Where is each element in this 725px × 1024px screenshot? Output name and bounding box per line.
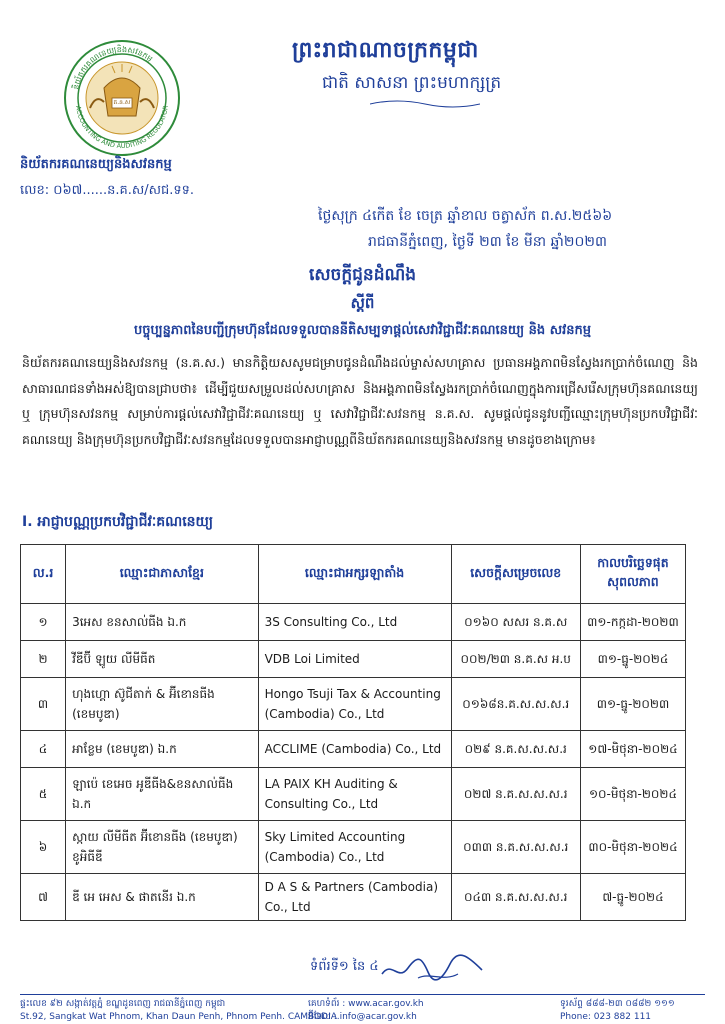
solar-date: រាជធានីភ្នំពេញ, ថ្ងៃទី ២៣ ខែ មីនា ឆ្នាំ២០២៣ [368,234,607,250]
col-header-decision: សេចក្តីសម្រេចលេខ [451,545,580,604]
notice-body: និយ័តករគណនេយ្យនិងសវនកម្ម (ន.គ.ស.) មានកិត្តិយសសូមជម្រាបជូនដំណឹងដល់ម្ចាស់សហគ្រាស ប្រធានអង្គភាពមិនស្វែងរកប្រាក់ចំណេញ និងសាធារណជនទាំងអស់ឱ្យបានជ្រាបថា៖ ដើម្បីជួយសម្រួលដល់សហគ្រាស និងអង្គភាពមិនស្វែងរកប្រាក់ចំណេញក្នុងការជ្រើសរើសក្រុមហ៊ុនគណនេយ្យ ឬ ក្រុមហ៊ុនសវនកម្ម សម្រាប់ការផ្តល់សេវាវិជ្ជាជីវៈគណនេយ្យ ឬ សេវាវិជ្ជាជីវៈសវនកម្ម ន.គ.ស. សូមផ្តល់ជូននូវបញ្ជីឈ្មោះក្រុមហ៊ុនប្រកបវិជ្ជាជីវៈគណនេយ្យ និងក្រុមហ៊ុនប្រកបវិជ្ជាជីវៈសវនកម្មដែលទទួលបានអាជ្ញាបណ្ណពីនិយ័តករគណនេយ្យនិងសវនកម្ម មានដូចខាងក្រោម៖ [22,355,698,447]
cell-name-kh: ស្កាយ លីមីធីត អ៊ីខោនធីង (ខេមបូឌា) ខូអិធីឌី [66,821,259,874]
notice-subtitle: ស្តីពី [350,294,375,312]
motto-ornament [370,98,480,110]
table-row [21,768,686,821]
cell-name-kh: ឡាប៉េ ខេអេច អូឌីធីង&ខនសាល់ធីង ឯ.ក [66,768,259,821]
table-header-row [21,545,686,604]
cell-no: ៥ [21,768,66,821]
table-row [21,678,686,731]
kingdom-title: ព្រះរាជាណាចក្រកម្ពុជា [292,38,479,63]
cell-decision: ០២៩ ន.គ.ស.ស.ស.រ [451,731,580,768]
lunar-date: ថ្ងៃសុក្រ ៤កើត ខែ ចេត្រ ឆ្នាំខាល ចត្វាស័ក ព.ស.២៥៦៦ [318,208,613,224]
col-header-name-kh: ឈ្មោះជាភាសាខ្មែរ [66,545,259,604]
notice-title: សេចក្តីជូនដំណឹង [308,265,417,285]
table-row [21,604,686,641]
section-heading: I. អាជ្ញាបណ្ណប្រកបវិជ្ជាជីវៈគណនេយ្យ [22,514,214,530]
cell-expiry: ៣១-កក្កដា-២០២៣ [580,604,685,641]
logo-en-text: ACCOUNTING AND AUDITING REGULATOR [74,104,170,151]
address-en: St.92, Sangkat Wat Phnom, Khan Daun Penh, Phnom Penh. CAMBODIA. [20,1012,340,1022]
cell-name-kh: អាខ្លែម (ខេមបូឌា) ឯ.ក [66,731,259,768]
cell-name-en: D A S & Partners (Cambodia) Co., Ltd [258,874,451,921]
table-row [21,731,686,768]
cell-no: ៧ [21,874,66,921]
reference-number: លេខ: ០៦៧......ន.គ.ស/សជ.ទទ. [20,183,195,198]
cell-expiry: ៧-ធ្នូ-២០២៤ [580,874,685,921]
cell-no: ១ [21,604,66,641]
footer-address [20,998,340,1024]
footer-contact [308,998,424,1024]
table-row [21,874,686,921]
cell-no: ៣ [21,678,66,731]
cell-no: ៤ [21,731,66,768]
col-header-no: ល.រ [21,545,66,604]
cell-decision: ០១៦០ សសរ ន.គ.ស [451,604,580,641]
cell-name-en: 3S Consulting Co., Ltd [258,604,451,641]
cell-name-kh: ឌី អេ អេស & ផាតនើរ ឯ.ក [66,874,259,921]
cell-expiry: ៣១-ធ្នូ-២០២៣ [580,678,685,731]
logo-kh-text: និយ័តករគណនេយ្យនិងសវនកម្ម [71,44,155,91]
cell-name-en: Sky Limited Accounting (Cambodia) Co., Ltd [258,821,451,874]
cell-no: ៦ [21,821,66,874]
cell-name-kh: 3អេស ខនសាល់ធីង ឯ.ក [66,604,259,641]
email-link[interactable]: អ៊ីមែល : info@acar.gov.kh [308,1012,417,1022]
initials-signature [378,952,488,986]
cell-name-en: Hongo Tsuji Tax & Accounting (Cambodia) Co., Ltd [258,678,451,731]
cell-decision: ០២៧ ន.គ.ស.ស.ស.រ [451,768,580,821]
cell-name-en: ACCLIME (Cambodia) Co., Ltd [258,731,451,768]
cell-expiry: ៣១-ធ្នូ-២០២៤ [580,641,685,678]
table-row [21,641,686,678]
logo-center-text: គ.ន.ស [113,99,131,106]
address-kh: ផ្ទះលេខ ៩២ សង្កាត់វត្តភ្នំ ខណ្ឌដូនពេញ រាជធានីភ្នំពេញ កម្ពុជា [20,999,226,1009]
cell-expiry: ១៧-មិថុនា-២០២៤ [580,731,685,768]
org-name: និយ័តករគណនេយ្យនិងសវនកម្ម [20,157,172,172]
cell-name-kh: ហុងហ្គោ ស៊ូជីតាក់ & អ៊ីខោនធីង (ខេមបូឌា) [66,678,259,731]
cell-name-en: VDB Loi Limited [258,641,451,678]
footer-phone [560,998,675,1024]
cell-decision: ០១៦៨ន.គ.ស.ស.ស.រ [451,678,580,731]
cell-no: ២ [21,641,66,678]
phone-en: Phone: 023 882 111 [560,1012,652,1022]
cell-name-kh: វីឌីប៊ី ឡូយ លីមីធីត [66,641,259,678]
cell-decision: ០០២/២៣ ន.គ.ស អ.ប [451,641,580,678]
cell-expiry: ៣០-មិថុនា-២០២៤ [580,821,685,874]
col-header-name-en: ឈ្មោះជាអក្សរឡាតាំង [258,545,451,604]
col-header-expiry: កាលបរិច្ឆេទផុតសុពលភាព [580,545,685,604]
footer-divider [20,994,705,995]
national-motto: ជាតិ សាសនា ព្រះមហាក្សត្រ [322,73,502,93]
cell-name-en: LA PAIX KH Auditing & Consulting Co., Ltd [258,768,451,821]
licensed-firms-table [20,544,686,921]
website-link[interactable]: គេហទំព័រ : www.acar.gov.kh [308,999,424,1009]
cell-expiry: ១០-មិថុនា-២០២៤ [580,768,685,821]
page-number: ទំព័រទី១ នៃ ៤ [310,959,379,974]
phone-kh: ទូរស័ព្ទ ៨៨៨-២៣ ០៨៨២ ១១១ [560,999,675,1009]
cell-decision: ០៤៣ ន.គ.ស.ស.ស.រ [451,874,580,921]
table-row [21,821,686,874]
cell-decision: ០៣៣ ន.គ.ស.ស.ស.រ [451,821,580,874]
acar-logo [62,38,182,158]
notice-topic: បច្ចុប្បន្នភាពនៃបញ្ជីក្រុមហ៊ុនដែលទទួលបាននីតិសម្បទាផ្តល់សេវាវិជ្ជាជីវៈគណនេយ្យ និង សវនកម្ម [134,323,591,338]
